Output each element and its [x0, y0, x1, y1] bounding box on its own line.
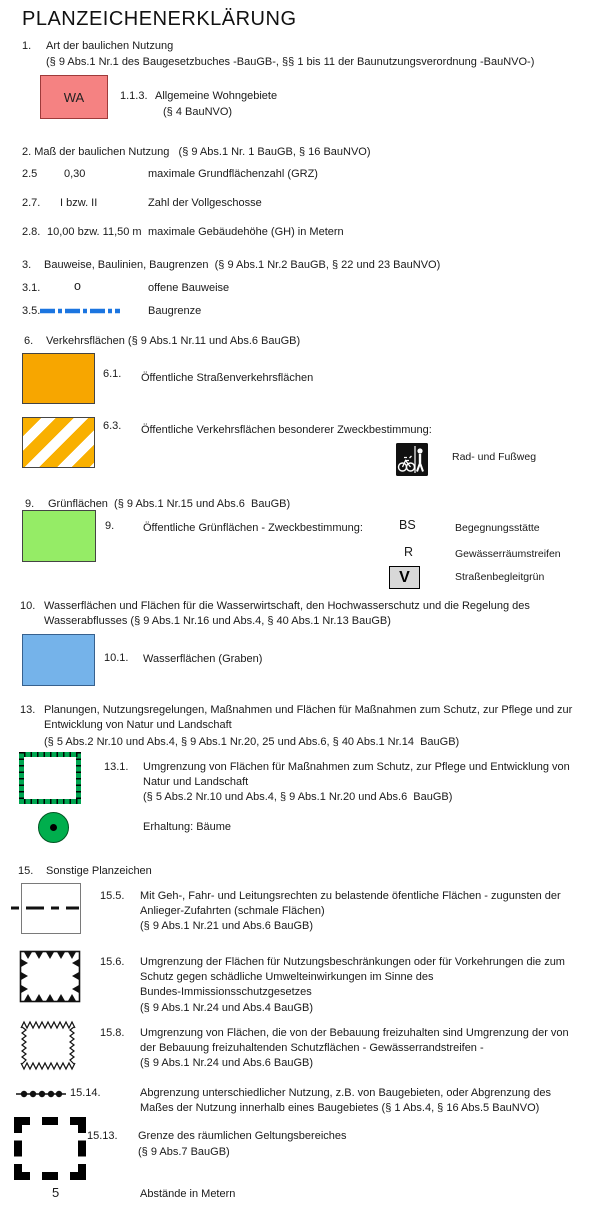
section-1-heading: Art der baulichen Nutzung [46, 40, 174, 52]
item-1-1-3-text: Allgemeine Wohngebiete [155, 90, 278, 102]
street-area-swatch [22, 353, 95, 404]
row-13-1-number: 13.1. [104, 761, 129, 773]
row-2-7-desc: Zahl der Vollgeschosse [148, 197, 262, 209]
row-15-6-line2: Schutz gegen schädliche Umwelteinwirkungen im Sinne des [140, 971, 434, 983]
page-title: PLANZEICHENERKLÄRUNG [22, 8, 297, 30]
row-3-5-desc: Baugrenze [148, 305, 202, 317]
section-15-heading: Sonstige Planzeichen [46, 865, 152, 877]
row-15-8-number: 15.8. [100, 1027, 125, 1039]
row-3-1-desc: offene Bauweise [148, 282, 230, 294]
item-1-1-3-number: 1.1.3. [120, 90, 148, 102]
row-15-13-number: 15.13. [87, 1130, 118, 1142]
section-13-heading-line1: Planungen, Nutzungsregelungen, Maßnahmen und Flächen für Maßnahmen zum Schutz, zur Pflege und zur [44, 704, 573, 716]
label-begegnungsstaette: Begegnungsstätte [455, 522, 540, 534]
row-15-5-law: (§ 9 Abs.1 Nr.21 und Abs.6 BauGB) [140, 920, 314, 932]
section-10-number: 10. [20, 600, 36, 612]
section-9-heading: Grünflächen (§ 9 Abs.1 Nr.15 und Abs.6 BauGB) [48, 498, 291, 510]
section-6-number: 6. [24, 335, 34, 347]
row-15-14-number: 15.14. [70, 1087, 101, 1099]
row-13-1-line1: Umgrenzung von Flächen für Maßnahmen zum Schutz, zur Pflege und Entwicklung von [143, 761, 570, 773]
section-13-law: (§ 5 Abs.2 Nr.10 und Abs.4, § 9 Abs.1 Nr.20, 25 und Abs.6, § 40 Abs.1 Nr.14 BauGB) [44, 736, 460, 748]
row-3-1-number: 3.1. [22, 282, 41, 294]
row-6-3-desc: Öffentliche Verkehrsflächen besonderer Zweckbestimmung: [141, 424, 432, 436]
plan-area-boundary-symbol [14, 1117, 86, 1180]
row-3-5-number: 3.5. [22, 305, 41, 317]
open-construction-symbol: o [74, 279, 81, 293]
section-13-heading-line2: Entwicklung von Natur und Landschaft [44, 719, 232, 731]
row-15-8-law: (§ 9 Abs.1 Nr.24 und Abs.6 BauGB) [140, 1057, 314, 1069]
section-1-law: (§ 9 Abs.1 Nr.1 des Baugesetzbuches -BauGB-, §§ 1 bis 11 der Baunutzungsverordnung -BauNVO-) [46, 56, 535, 68]
label-strassenbegleitgruen: Straßenbegleitgrün [455, 571, 545, 583]
row-15-6-number: 15.6. [100, 956, 125, 968]
code-r: R [404, 545, 414, 559]
row-2-5-desc: maximale Grundflächenzahl (GRZ) [148, 168, 318, 180]
section-2-heading: 2. Maß der baulichen Nutzung (§ 9 Abs.1 Nr. 1 BauGB, § 16 BauNVO) [22, 146, 371, 158]
item-1-1-3-law: (§ 4 BauNVO) [163, 106, 233, 118]
row-15-14-line1: Abgrenzung unterschiedlicher Nutzung, z.B. von Baugebieten, oder Abgrenzung des [140, 1087, 551, 1099]
row-6-1-number: 6.1. [103, 368, 122, 380]
row-15-6-law: (§ 9 Abs.1 Nr.24 und Abs.4 BauGB) [140, 1002, 314, 1014]
nature-protection-boundary-symbol [19, 752, 81, 804]
row-15-8-line1: Umgrenzung von Flächen, die von der Bebauung freizuhalten sind Umgrenzung der von [140, 1027, 569, 1039]
code-bs: BS [399, 518, 416, 532]
section-3-number: 3. [22, 259, 32, 271]
section-13-number: 13. [20, 704, 36, 716]
baugrenze-line-symbol [40, 306, 120, 316]
row-2-7-value: I bzw. II [60, 197, 98, 209]
distance-value: 5 [52, 1185, 60, 1200]
row-9-desc: Öffentliche Grünflächen - Zweckbestimmung: [143, 522, 363, 534]
section-10-heading-line1: Wasserflächen und Flächen für die Wasserwirtschaft, den Hochwasserschutz und die Regelung des [44, 600, 530, 612]
row-9-number: 9. [105, 520, 115, 532]
tree-preservation-icon [38, 812, 69, 843]
row-15-5-line1: Mit Geh-, Fahr- und Leitungsrechten zu belastende öfentliche Flächen - zugunsten der [140, 890, 561, 902]
row-2-5-number: 2.5 [22, 168, 38, 180]
bike-pedestrian-icon [396, 443, 428, 476]
row-6-1-desc: Öffentliche Straßenverkehrsflächen [141, 372, 314, 384]
row-15-6-line3: Bundes-Immissionsschutzgesetzes [140, 986, 312, 998]
section-10-heading-line2: Wasserabflusses (§ 9 Abs.1 Nr.16 und Abs.4, § 40 Abs.1 Nr.13 BauGB) [44, 615, 391, 627]
v-icon-letter: V [399, 568, 410, 586]
wa-area-swatch [40, 75, 108, 119]
section-6-heading: Verkehrsflächen (§ 9 Abs.1 Nr.11 und Abs.6 BauGB) [46, 335, 301, 347]
tree-preservation-label: Erhaltung: Bäume [143, 821, 232, 833]
section-9-number: 9. [25, 498, 35, 510]
easement-dash-line [21, 883, 81, 934]
row-15-5-number: 15.5. [100, 890, 125, 902]
label-gewaesserraeumstreifen: Gewässerräumstreifen [455, 548, 561, 560]
distance-label: Abstände in Metern [140, 1188, 236, 1200]
row-6-3-number: 6.3. [103, 420, 122, 432]
section-3-heading: Bauweise, Baulinien, Baugrenzen (§ 9 Abs.1 Nr.2 BauGB, § 22 und 23 BauNVO) [44, 259, 441, 271]
row-15-13-law: (§ 9 Abs.7 BauGB) [138, 1146, 230, 1158]
row-2-8-value: 10,00 bzw. 11,50 m [47, 226, 142, 238]
v-icon [389, 566, 420, 589]
row-2-8-desc: maximale Gebäudehöhe (GH) in Metern [148, 226, 344, 238]
water-area-swatch [22, 634, 95, 686]
row-13-1-law: (§ 5 Abs.2 Nr.10 und Abs.4, § 9 Abs.1 Nr.20 und Abs.6 BauGB) [143, 791, 453, 803]
green-area-swatch [22, 510, 96, 562]
row-15-14-line2: Maßes der Nutzung innerhalb eines Baugebietes (§ 1 Abs.4, § 16 Abs.5 BauNVO) [140, 1102, 540, 1114]
row-2-8-number: 2.8. [22, 226, 41, 238]
row-15-6-line1: Umgrenzung der Flächen für Nutzungsbeschränkungen oder für Vorkehrungen die zum [140, 956, 565, 968]
row-15-13-line1: Grenze des räumlichen Geltungsbereiches [138, 1130, 347, 1142]
section-15-number: 15. [18, 865, 34, 877]
row-15-5-line2: Anlieger-Zufahrten (schmale Flächen) [140, 905, 325, 917]
bike-path-label: Rad- und Fußweg [452, 451, 537, 463]
section-1-number: 1. [22, 40, 32, 52]
wa-label: WA [63, 89, 85, 105]
row-10-1-number: 10.1. [104, 652, 129, 664]
row-2-5-value: 0,30 [64, 168, 86, 180]
usage-separation-line-symbol [16, 1088, 66, 1100]
row-13-1-line2: Natur und Landschaft [143, 776, 249, 788]
row-2-7-number: 2.7. [22, 197, 41, 209]
special-traffic-area-swatch [22, 417, 95, 468]
row-10-1-desc: Wasserflächen (Graben) [143, 653, 263, 665]
row-15-8-line2: der Bebauung freizuhaltenden Schutzflächen - Gewässerrandstreifen - [140, 1042, 484, 1054]
keep-free-area-boundary-symbol [18, 1019, 78, 1072]
usage-restriction-boundary-symbol [19, 950, 81, 1003]
